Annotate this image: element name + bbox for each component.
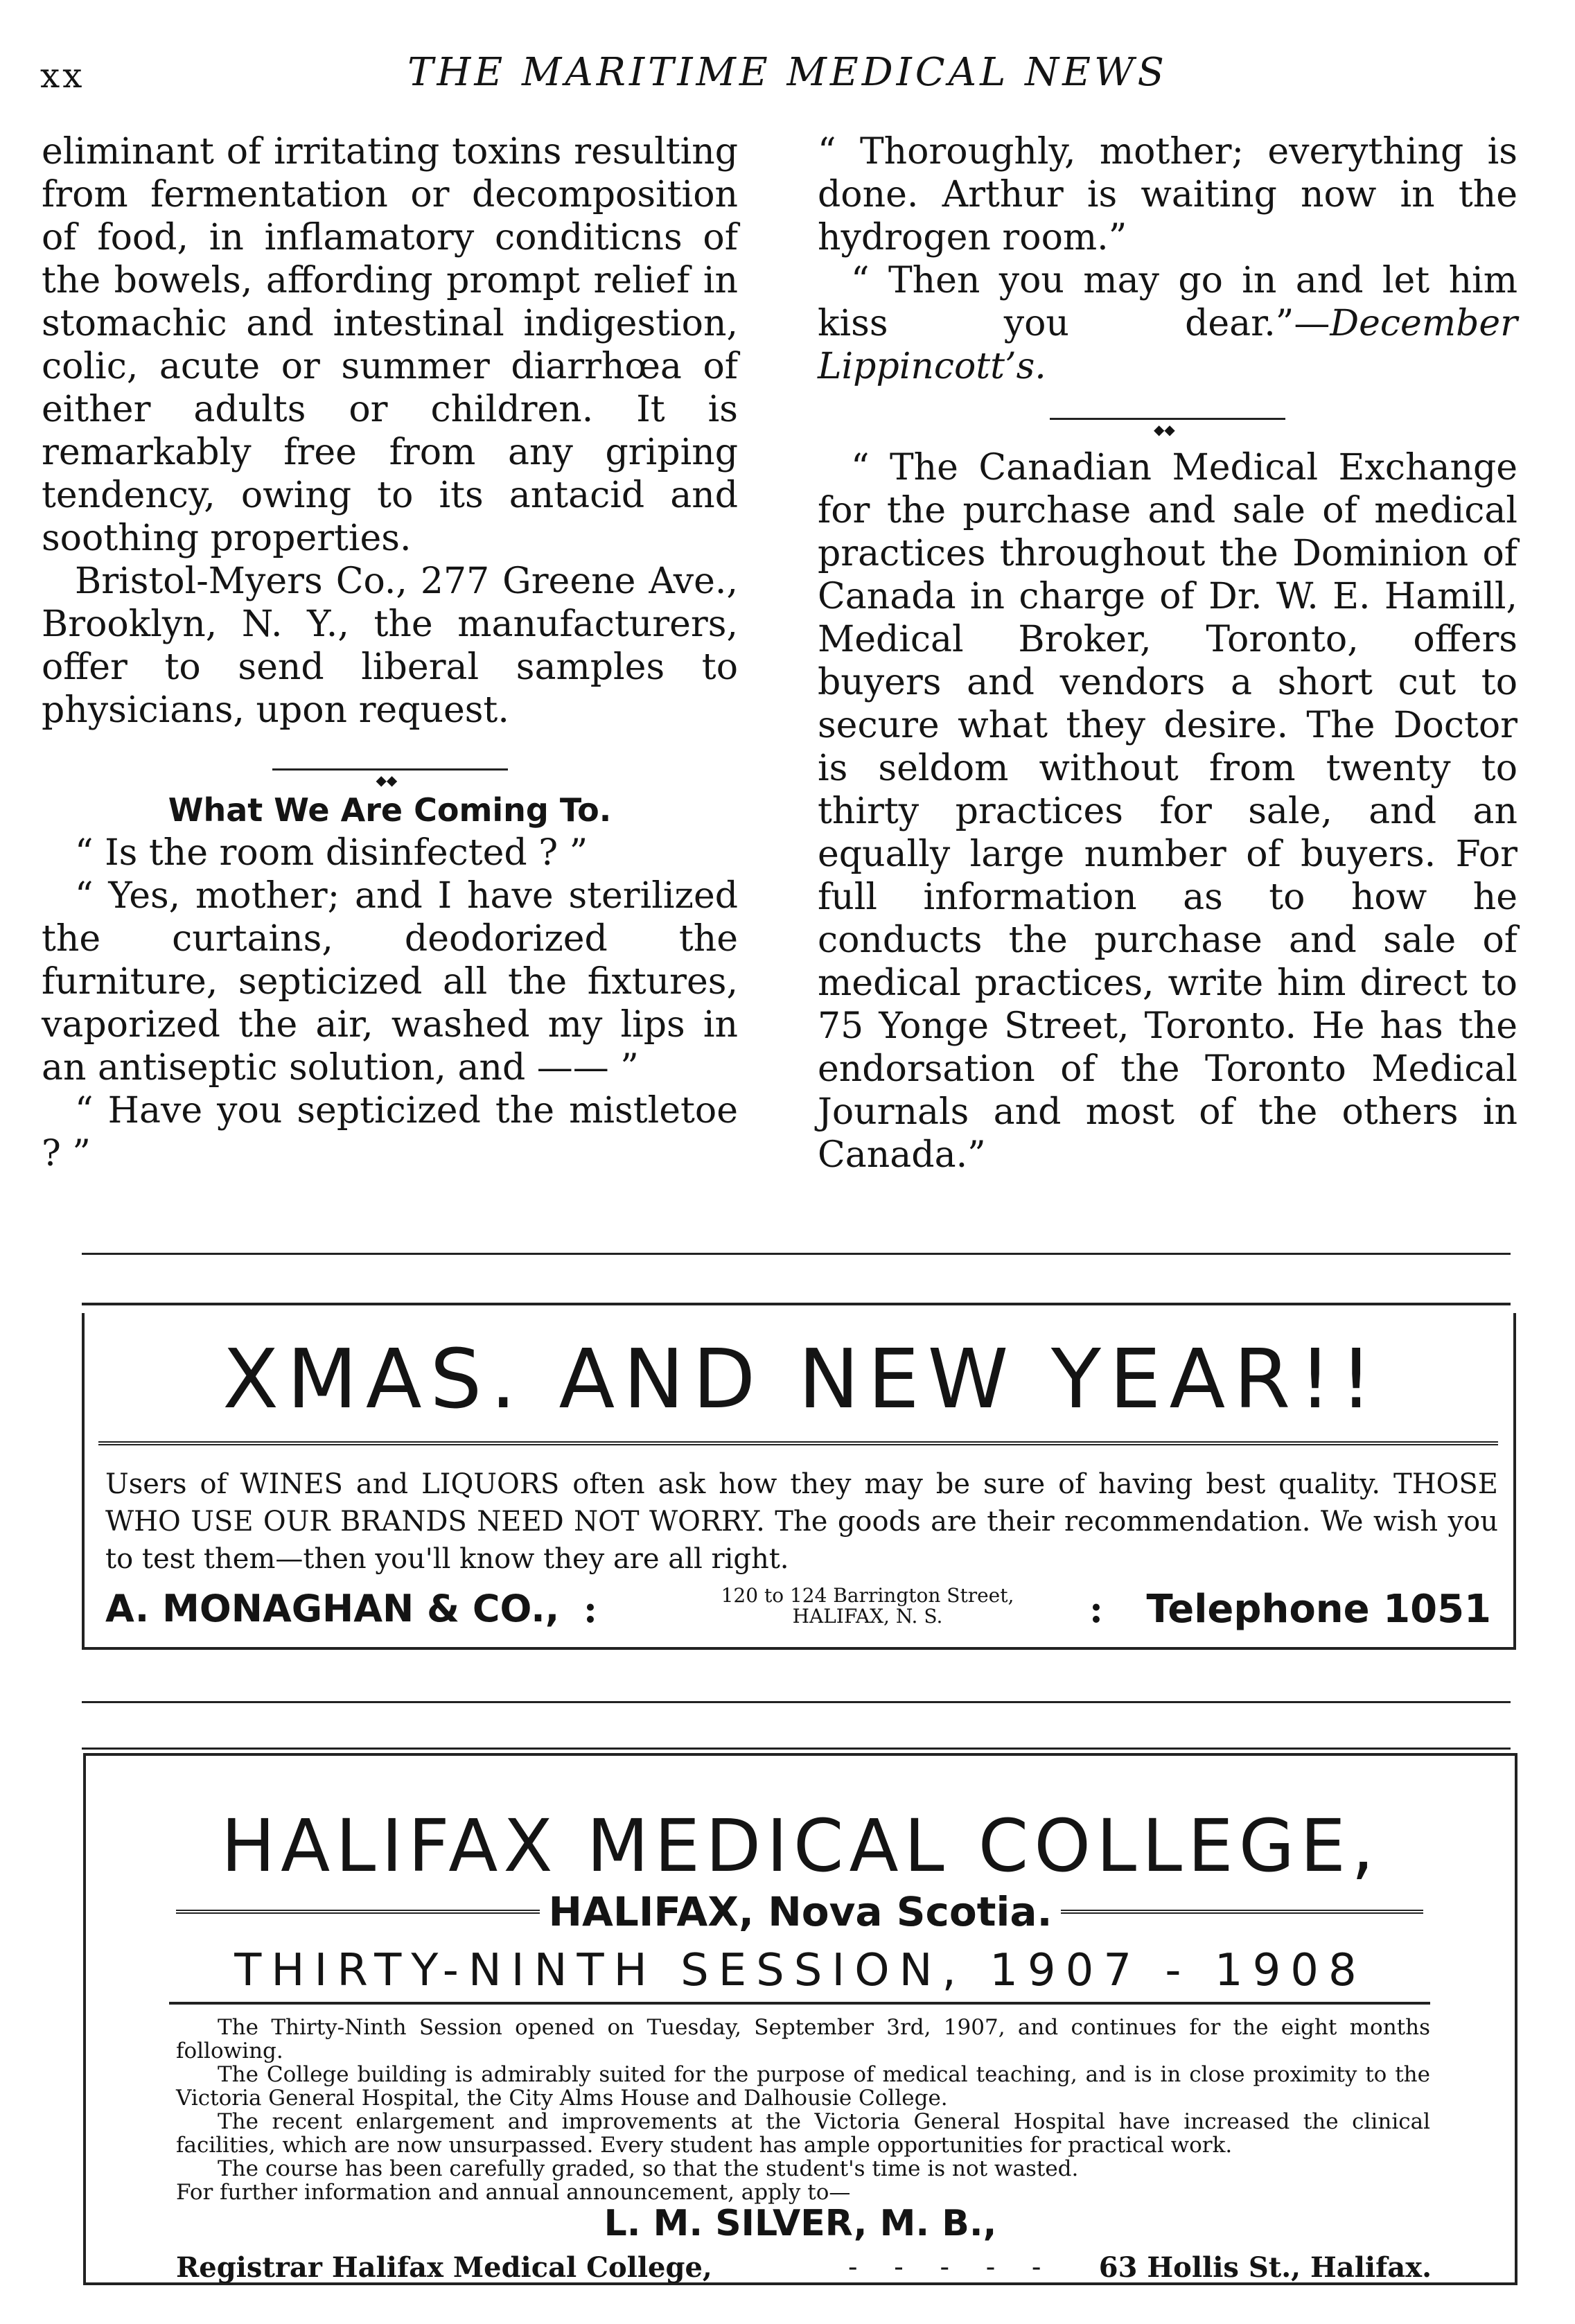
college-location-text: HALIFAX, Nova Scotia. — [540, 1888, 1060, 1935]
left-paragraph-2: Bristol-Myers Co., 277 Greene Ave., Brooklyn, N. Y., the manufacturers, offer to send liberal samples to physicians, upon request. — [42, 561, 738, 731]
telephone-number: Telephone 1051 — [1146, 1587, 1491, 1632]
separator: : — [583, 1587, 597, 1631]
running-head: THE MARITIME MEDICAL NEWS — [407, 50, 1168, 95]
source-citation: December Lippincott’s. — [818, 303, 1517, 387]
session-line: THIRTY-NINTH SESSION, 1907 - 1908 — [234, 1945, 1366, 1996]
dialogue-line: “ Is the room disinfected ? ” — [75, 832, 588, 874]
right-column — [818, 130, 1517, 1177]
wine-advertisement — [82, 1313, 1516, 1650]
college-title: HALIFAX MEDICAL COLLEGE, — [220, 1804, 1380, 1888]
ad-footer — [105, 1584, 1498, 1642]
ad-divider — [169, 2002, 1430, 2005]
page-folio: xx — [40, 55, 85, 96]
detail-paragraph: For further information and annual announcement, apply to— — [176, 2180, 851, 2205]
section-rule — [82, 1303, 1511, 1305]
dialogue-text: “ Then you may go in and let him kiss you dear.”— — [818, 260, 1517, 344]
section-rule — [82, 1253, 1511, 1255]
college-location — [86, 1887, 1515, 1936]
ornamental-rule — [42, 746, 738, 789]
ad-headline: XMAS. AND NEW YEAR!! — [222, 1331, 1381, 1427]
dialogue-line: “ Yes, mother; and I have sterilized the curtains, deodorized the furniture, septicized all the fixtures, vaporized the air, washed my lips in an antiseptic solution, and —— ” — [42, 875, 738, 1089]
detail-paragraph: The College building is admirably suited for the purpose of medical teaching, and is in close proximity to the Victoria General Hospital, the City Alms House and Dalhousie College. — [176, 2062, 1430, 2111]
detail-paragraph: The course has been carefully graded, so that the student's time is not wasted. — [218, 2156, 1079, 2181]
double-rule — [1014, 1910, 1423, 1914]
detail-paragraph: The Thirty-Ninth Session opened on Tuesday, September 3rd, 1907, and continues for the eight months following. — [176, 2015, 1430, 2063]
dialogue-line — [818, 259, 1517, 388]
address-line-1: 120 to 124 Barrington Street, — [721, 1584, 1014, 1607]
merchant-name: A. MONAGHAN & CO., — [105, 1587, 560, 1630]
left-column — [42, 130, 738, 1175]
right-paragraph-exchange: “ The Canadian Medical Exchange for the purchase and sale of medical practices throughout the Dominion of Canada in charge of Dr. W. E. Hamill, Medical Broker, Toronto, offers buyers and vendors a short cut to secure what they desire. The Doctor is seldom without from twenty to thirty practices for sale, and an equally large number of buyers. For full information as to how he conducts the purchase and sale of medical practices, write him direct to 75 Yonge Street, Toronto. He has the endorsation of the Toronto Medical Journals and most of the others in Canada.” — [818, 447, 1517, 1176]
college-advertisement — [83, 1753, 1517, 2285]
leader-dots: - - - - - — [848, 2251, 1055, 2283]
section-rule — [82, 1701, 1511, 1703]
address-line-2: HALIFAX, N. S. — [792, 1605, 943, 1628]
detail-paragraph: The recent enlargement and improvements at the Victoria General Hospital have increased the clinical facilities, which are now unsurpassed. Every student has ample opportunities for practical work. — [176, 2109, 1430, 2158]
section-rule — [82, 1748, 1511, 1750]
article-heading: What We Are Coming To. — [168, 791, 612, 829]
dialogue-line: “ Have you septicized the mistletoe ? ” — [42, 1090, 738, 1174]
left-paragraph-1: eliminant of irritating toxins resulting from fermentation or decomposition of food, in inflamatory conditicns of the bowels, affording prompt relief in stomachic and intestinal indigestion, colic, acute or summer diarrhœa of either adults or children. It is remarkably free from any griping tendency, owing to its antacid and soothing properties. — [42, 131, 738, 559]
ad-divider — [98, 1441, 1498, 1445]
registrar-name: L. M. SILVER, M. B., — [604, 2203, 997, 2244]
ad-body: Users of WINES and LIQUORS often ask how they may be sure of having best quality. THOSE WHO USE OUR BRANDS NEED NOT WORRY. The goods are their recommendation. We wish you to test them—then you'll know they are all right. — [105, 1468, 1498, 1575]
double-rule — [176, 1910, 585, 1914]
registrar-address: 63 Hollis St., Halifax. — [1098, 2251, 1432, 2284]
dialogue-line: “ Thoroughly, mother; everything is done. Arthur is waiting now in the hydrogen room.” — [818, 131, 1517, 258]
college-details — [176, 2016, 1430, 2204]
separator: : — [1089, 1587, 1103, 1631]
registrar-title: Registrar Halifax Medical College, — [176, 2251, 712, 2284]
ornamental-rule — [818, 395, 1517, 438]
merchant-address — [674, 1585, 1062, 1627]
